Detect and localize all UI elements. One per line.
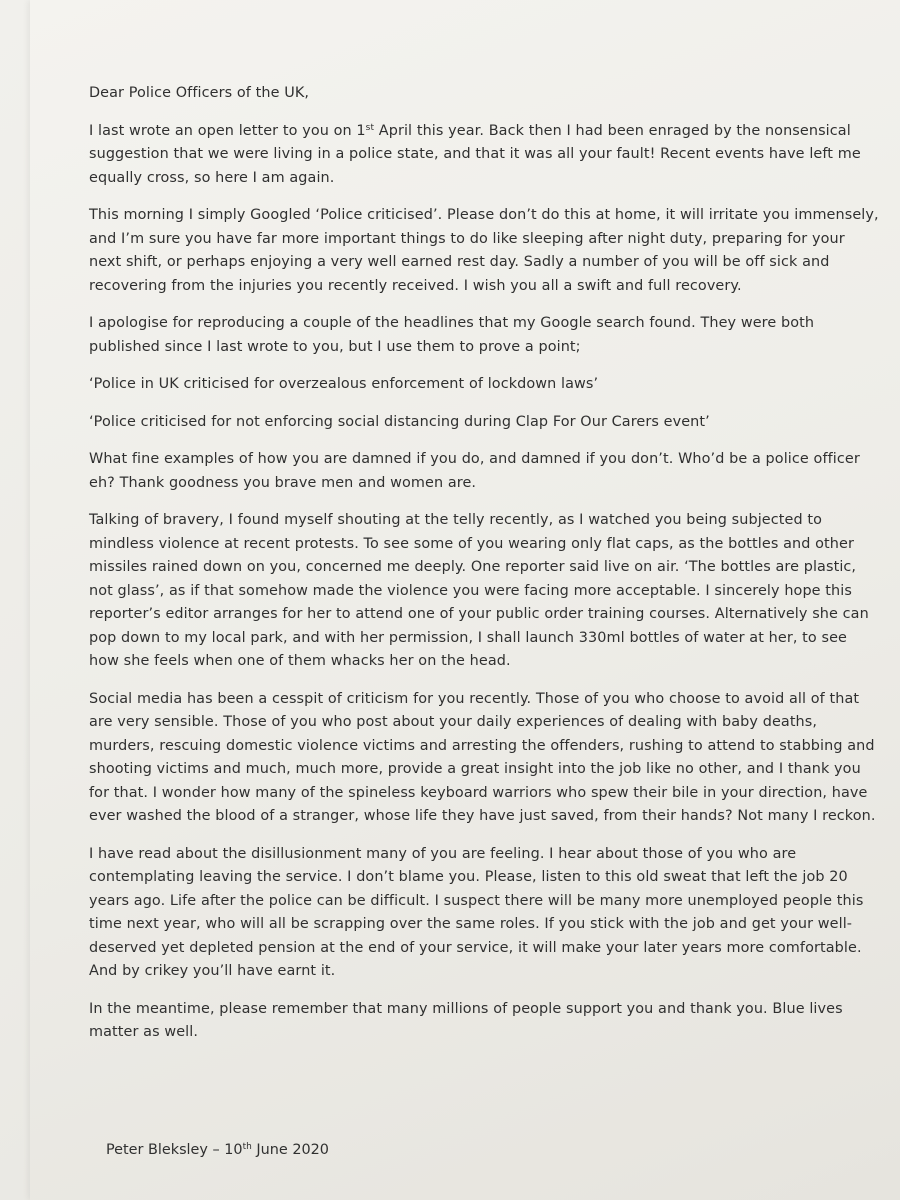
paragraph-7: I have read about the disillusionment many of you are feeling. I hear about those of you who are contemplating leaving the service. I don’t blame you. Please, listen to this old sweat that left the job 20 years ago. Life after the police can be difficult. I suspect there will be many more unemployed people this time next year, who will all be scrapping over the same roles. If you stick with the job and get your well-deserved yet depleted pension at the end of your service, it will make your later years more comfortable. And by crikey you’ll have earnt it. xyxy=(89,845,864,979)
salutation: Dear Police Officers of the UK, xyxy=(89,85,310,101)
signature-line xyxy=(106,1139,329,1162)
headline-quote-1: ‘Police in UK criticised for overzealous enforcement of lockdown laws’ xyxy=(89,376,599,392)
paragraph-1 xyxy=(89,120,879,191)
signature-text-a: Peter Bleksley – 10 xyxy=(106,1142,243,1158)
paragraph-1-text-a: I last wrote an open letter to you on 1 xyxy=(89,122,366,139)
paragraph-5: Talking of bravery, I found myself shouting at the telly recently, as I watched you being subjected to mindless violence at recent protests. To see some of you wearing only flat caps, as the bottles and other missiles rained down on you, concerned me deeply. One reporter said live on air. ‘The bottles are plastic, not glass’, as if that somehow made the violence you were facing more acceptable. I sincerely hope this reporter’s editor arranges for her to attend one of your public order training courses. Alternatively she can pop down to my local park, and with her permission, I shall launch 330ml bottles of water at her, to see how she feels when one of them whacks her on the head. xyxy=(89,512,869,669)
paragraph-8: In the meantime, please remember that many millions of people support you and thank you. Blue lives matter as well. xyxy=(89,1000,843,1040)
headline-quote-2: ‘Police criticised for not enforcing social distancing during Clap For Our Carers event’ xyxy=(89,413,710,430)
paragraph-6: Social media has been a cesspit of criticism for you recently. Those of you who choose to avoid all of that are very sensible. Those of you who post about your daily experiences of dealing with baby deaths, murders, rescuing domestic violence victims and arresting the offenders, rushing to attend to stabbing and shooting victims and much, much more, provide a great insight into the job like no other, and I thank you for that. I wonder how many of the spineless keyboard warriors who spew their bile in your direction, have ever washed the blood of a stranger, whose life they have just saved, from their hands? Not many I reckon. xyxy=(89,690,876,824)
paragraph-3: I apologise for reproducing a couple of the headlines that my Google search found. They were both published since I last wrote to you, but I use them to prove a point; xyxy=(89,315,815,355)
paragraph-4: What fine examples of how you are damned if you do, and damned if you don’t. Who’d be a police officer eh? Thank goodness you brave men and women are. xyxy=(89,451,860,491)
signature-ordinal-suffix: th xyxy=(242,1142,252,1152)
paragraph-1-text-b: April this year. Back then I had been enraged by the nonsensical suggestion that we were living in a police state, and that it was all your fault! Recent events have left me equally cross, so here I am again. xyxy=(89,122,861,186)
ordinal-suffix: st xyxy=(365,122,375,133)
signature-text-b: June 2020 xyxy=(251,1142,329,1158)
paragraph-2: This morning I simply Googled ‘Police criticised’. Please don’t do this at home, it will irritate you immensely, and I’m sure you have far more important things to do like sleeping after night duty, preparing for your next shift, or perhaps enjoying a very well earned rest day. Sadly a number of you will be off sick and recovering from the injuries you recently received. I wish you all a swift and full recovery. xyxy=(89,207,879,294)
letter-body xyxy=(89,82,879,1059)
